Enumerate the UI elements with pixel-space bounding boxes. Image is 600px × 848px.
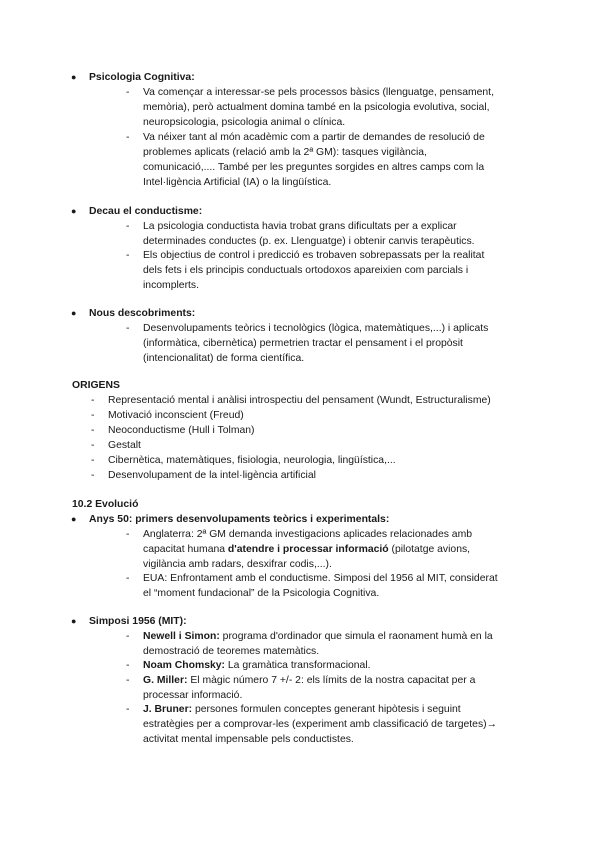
text-line: determinades conductes (p. ex. Llenguatge) i obtenir canvis terapèutics.	[143, 236, 475, 247]
heading-anys-50: Anys 50: primers desenvolupaments teòrics i experimentals:	[89, 514, 390, 525]
emphasis-text: d'atendre i processar informació	[227, 544, 389, 555]
list-item	[143, 673, 523, 703]
heading-decau-conductisme: Decau el conductisme:	[89, 206, 203, 217]
text-line: dels fets i els principis conductuals ortodoxos apareixien com parcials i	[143, 265, 469, 276]
person-name: Newell i Simon:	[143, 631, 220, 642]
text-line: - J. Bruner: persones formulen conceptes generant hipòtesis i seguint	[143, 704, 461, 715]
origens-title: ORIGENS	[72, 380, 120, 391]
text-line: - EUA: Enfrontament amb el conductisme. Simposi del 1956 al MIT, considerat	[143, 573, 498, 584]
text-line: - Els objectius de control i predicció es trobaven sobrepassats per la realitat	[143, 250, 485, 261]
list-item: - Desenvolupament de la intel·ligència artificial	[108, 468, 528, 483]
list-item	[143, 527, 523, 572]
person-name: J. Bruner:	[143, 704, 193, 715]
text-line: comunicació,.... També per les preguntes sorgides en altres camps com la	[143, 162, 485, 173]
text-line: el “moment fundacional” de la Psicologia Cognitiva.	[143, 588, 380, 599]
person-name: Noam Chomsky:	[143, 660, 225, 671]
text-line: Intel·ligència Artificial (IA) o la lingüística.	[143, 177, 332, 188]
text-line: activitat mental impensable pels conductistes.	[143, 734, 354, 745]
text-line: - G. Miller: El màgic número 7 +/- 2: els límits de la nostra capacitat per a	[143, 675, 476, 686]
list-item	[143, 85, 523, 130]
text-line: neuropsicologia, psicologia animal o clínica.	[143, 117, 346, 128]
text-line: (informàtica, cibernètica) permetrien tractar el pensament i el propòsit	[143, 338, 463, 349]
bullet-anys-50	[89, 512, 389, 527]
list-item: - Neoconductisme (Hull i Tolman)	[108, 423, 528, 438]
person-name: G. Miller:	[143, 675, 188, 686]
list-item	[143, 130, 523, 190]
text-line: processar informació.	[143, 690, 243, 701]
heading-psicologia-cognitiva: Psicologia Cognitiva:	[89, 72, 195, 83]
list-item	[143, 321, 523, 366]
text-line: estratègies per a comprovar-les (experiment amb classificació de targetes)→	[143, 719, 498, 730]
text-line: - Noam Chomsky: La gramàtica transformacional.	[143, 660, 371, 671]
list-item	[143, 658, 523, 673]
text-line: demostració de teoremes matemàtics.	[143, 646, 320, 657]
evolucio-title: 10.2 Evolució	[72, 499, 139, 510]
bullet-decau-conductisme	[89, 204, 202, 219]
text-line: problemes aplicats (relació amb la 2ª GM): tasques vigilància,	[143, 147, 427, 158]
list-item: - Representació mental i anàlisi introspectiu del pensament (Wundt, Estructuralisme)	[108, 393, 528, 408]
text-line: memòria), però actualment domina també en la psicologia evolutiva, social,	[143, 102, 490, 113]
text-line: - Va néixer tant al món acadèmic com a partir de demandes de resolució de	[143, 132, 485, 143]
list-item	[143, 248, 523, 293]
text-line: - Anglaterra: 2ª GM demanda investigacions aplicades relacionades amb	[143, 529, 473, 540]
text-line: - Va començar a interessar-se pels processos bàsics (llenguatge, pensament,	[143, 87, 494, 98]
text-line: - La psicologia conductista havia trobat grans dificultats per a explicar	[143, 221, 457, 232]
bullet-psicologia-cognitiva	[89, 70, 195, 85]
list-item	[143, 571, 523, 601]
heading-nous-descobriments: Nous descobriments:	[89, 308, 196, 319]
bullet-nous-descobriments	[89, 306, 195, 321]
heading-simposi-1956: Simposi 1956 (MIT):	[89, 616, 187, 627]
text-line: capacitat humana d'atendre i processar informació (pilotatge avions,	[143, 544, 471, 555]
list-item: - Motivació inconscient (Freud)	[108, 408, 528, 423]
text-line: vigilància amb radars, desxifrar codis,...).	[143, 559, 332, 570]
list-item	[143, 629, 523, 659]
list-item	[143, 702, 523, 747]
text-line: (intencionalitat) de forma científica.	[143, 353, 305, 364]
list-item: - Cibernètica, matemàtiques, fisiologia, neurologia, lingüística,...	[108, 453, 528, 468]
list-item	[143, 219, 523, 249]
text-line: incomplerts.	[143, 280, 200, 291]
text-line: - Newell i Simon: programa d'ordinador que simula el raonament humà en la	[143, 631, 493, 642]
list-item: - Gestalt	[108, 438, 528, 453]
bullet-simposi-1956	[89, 614, 187, 629]
text-line: - Desenvolupaments teòrics i tecnològics (lògica, matemàtiques,...) i aplicats	[143, 323, 489, 334]
